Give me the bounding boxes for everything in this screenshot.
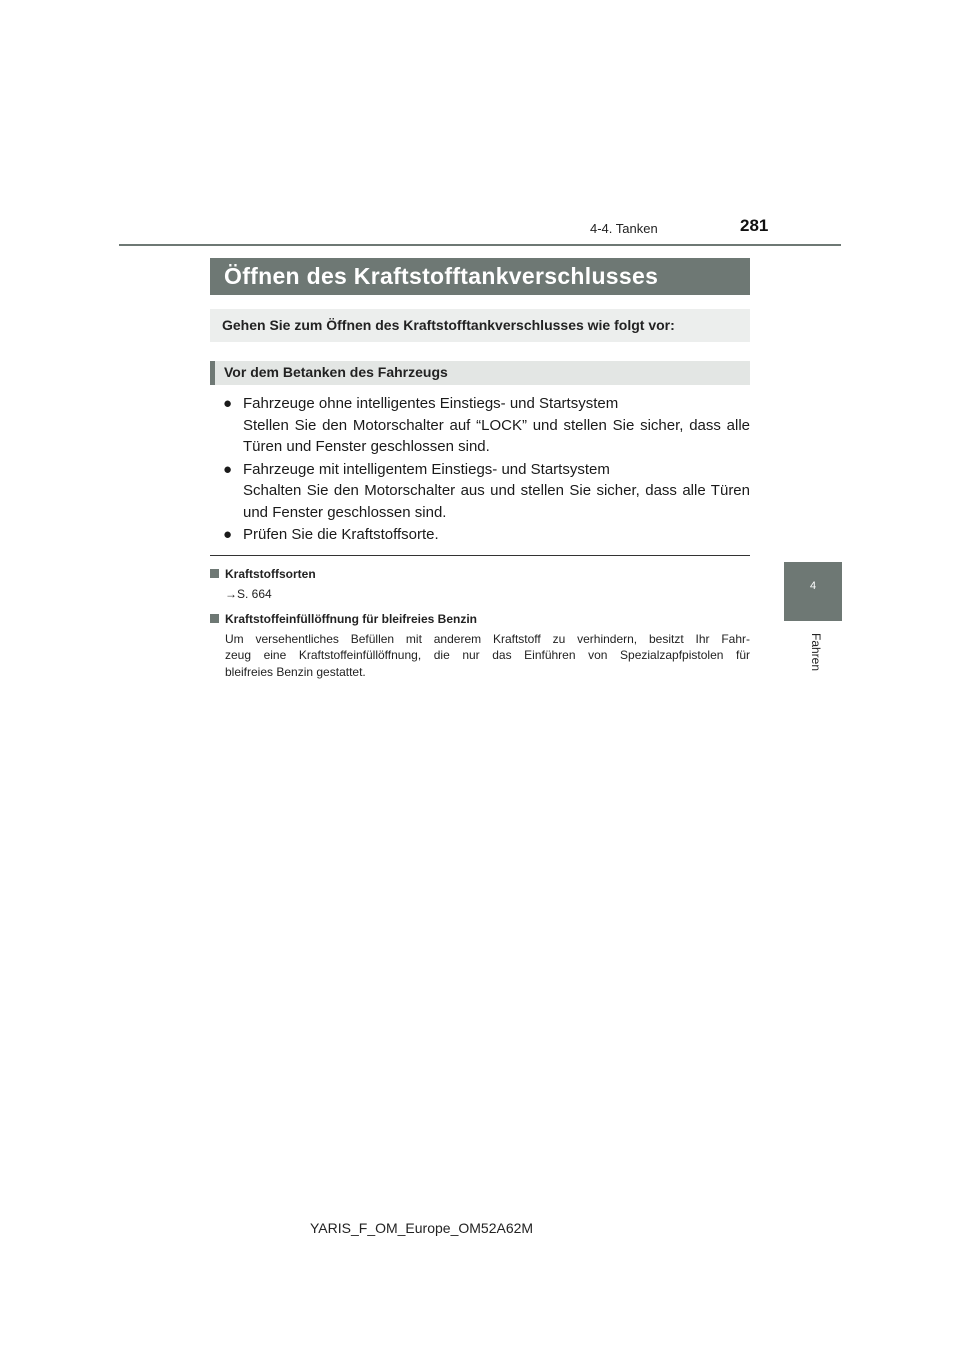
footer-document-id: YARIS_F_OM_Europe_OM52A62M xyxy=(310,1220,534,1236)
page-reference: →S. 664 xyxy=(225,587,272,601)
page-title: Öffnen des Kraftstofftankverschlusses xyxy=(224,263,659,289)
subheading-accent xyxy=(210,361,215,385)
bullet-list xyxy=(222,393,750,547)
bullet-line: Schalten Sie den Motorschalter aus und stellen Sie sicher, dass alle Türen xyxy=(243,482,750,499)
bullet-line: und Fenster geschlossen sind. xyxy=(243,503,447,521)
subheading-text: Vor dem Betanken des Fahrzeugs xyxy=(224,364,448,380)
bullet-line: Fahrzeuge ohne intelligentes Einstiegs- und Startsystem xyxy=(243,395,619,412)
note-title xyxy=(210,611,750,627)
note-body xyxy=(210,586,750,603)
page-number: 281 xyxy=(740,216,769,235)
note-title-text: Kraftstoffeinfüllöffnung für bleifreies Benzin xyxy=(225,611,477,626)
bullet-line: Türen und Fenster geschlossen sind. xyxy=(243,438,490,455)
bullet-line: Prüfen Sie die Kraftstoffsorte. xyxy=(243,526,439,543)
bullet-line: Stellen Sie den Motorschalter auf “LOCK” und stellen Sie sicher, dass alle xyxy=(243,416,750,434)
chapter-label: Fahren xyxy=(809,633,823,672)
header-divider xyxy=(119,244,841,246)
bullet-item xyxy=(222,459,750,524)
note-title-text: Kraftstoffsorten xyxy=(225,567,316,581)
note-line: bleifreies Benzin gestattet. xyxy=(225,664,366,679)
note-line: Um versehentliches Befüllen mit anderem Kraftstoff zu verhindern, besitzt Ihr Fahr- xyxy=(225,631,750,646)
subheading-bar xyxy=(210,361,750,385)
bullet-dot-icon: ● xyxy=(223,395,233,412)
bullet-line: Fahrzeuge mit intelligentem Einstiegs- und Startsystem xyxy=(243,460,610,478)
note-body xyxy=(210,631,750,681)
note-title xyxy=(210,566,750,582)
section-label: 4-4. Tanken xyxy=(590,221,658,236)
intro-box xyxy=(210,309,750,342)
bullet-dot-icon: ● xyxy=(223,526,233,543)
note-line: zeug eine Kraftstoffeinfüllöffnung, die nur das Einführen von Spezialzapfpistolen für xyxy=(225,648,750,662)
intro-text: Gehen Sie zum Öffnen des Kraftstofftankverschlusses wie folgt vor: xyxy=(222,317,675,333)
bullet-item xyxy=(222,524,750,546)
square-bullet-icon xyxy=(210,614,219,623)
section-divider xyxy=(210,555,750,556)
bullet-dot-icon: ● xyxy=(223,460,233,478)
chapter-number: 4 xyxy=(809,580,817,592)
chapter-tab xyxy=(784,562,842,621)
notes-section xyxy=(210,566,750,688)
square-bullet-icon xyxy=(210,569,219,578)
bullet-item xyxy=(222,393,750,458)
title-bar xyxy=(210,258,750,295)
